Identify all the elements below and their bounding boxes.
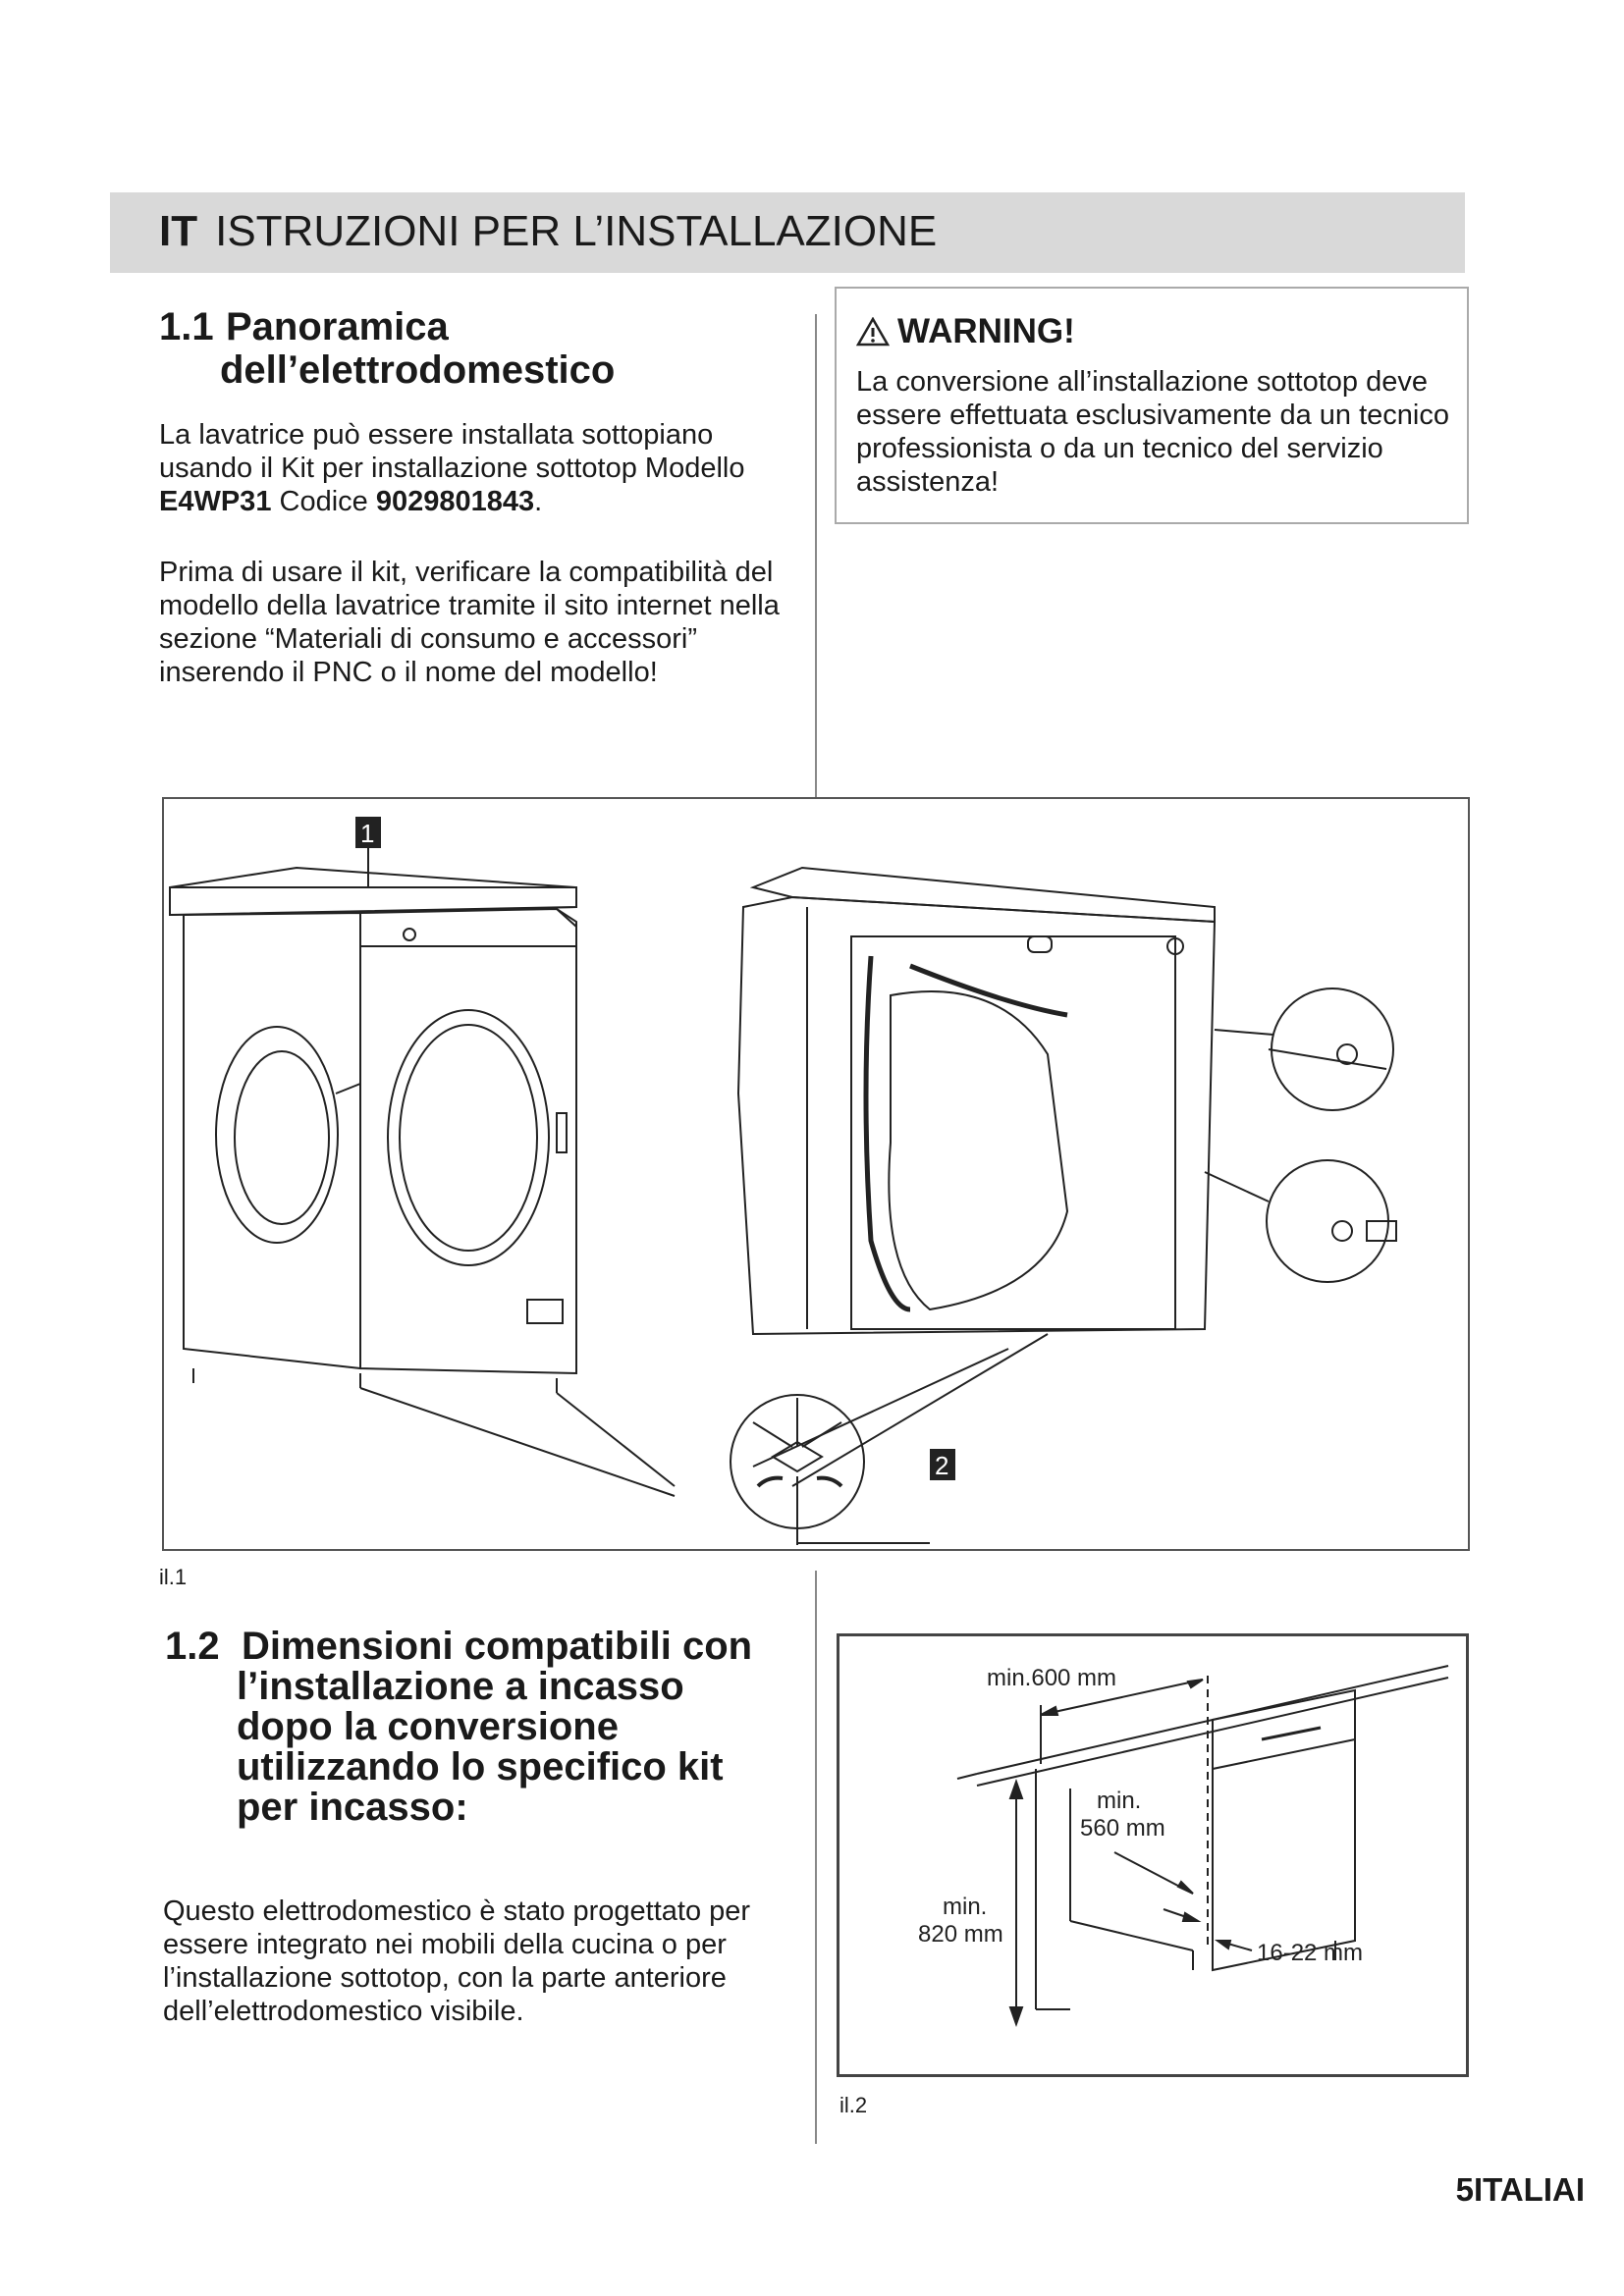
- section2-paragraph: Questo elettrodomestico è stato progettato per essere integrato nei mobili della cucina o per l’installazione sottotop, con la parte anteriore dell’elettrodomestico visibile.: [163, 1896, 751, 2027]
- figure-washing-machine-overview: [162, 797, 1470, 1551]
- gap-label: 16-22 mm: [1257, 1940, 1364, 1966]
- figure-dimensions: [837, 1633, 1469, 2077]
- figure1-caption: il.1: [159, 1565, 188, 1589]
- column-divider: [815, 1571, 817, 2144]
- section1-title-line1: Panoramica: [226, 305, 449, 348]
- height-label-line1: min.: [943, 1894, 988, 1920]
- section2-title-line1: Dimensioni compatibili con: [242, 1625, 753, 1668]
- warning-title: WARNING!: [856, 312, 1075, 351]
- section2-title-line4: utilizzando lo specifico kit: [237, 1745, 724, 1789]
- section1-title-line2: dell’elettrodomestico: [220, 348, 616, 392]
- height-label-line2: 820 mm: [918, 1921, 1003, 1948]
- page-number: 5ITALIAI: [1455, 2171, 1585, 2208]
- section1-paragraph2: Prima di usare il kit, verificare la compatibilità del modello della lavatrice tramite il sito internet nella sezione “Materiali di consumo e accessori” inserendo il PNC o il nome del modello!: [159, 557, 780, 688]
- depth-label-line1: min.: [1097, 1788, 1142, 1814]
- section2-title-line2: l’installazione a incasso: [237, 1665, 684, 1708]
- section2-title-line5: per incasso:: [237, 1786, 468, 1829]
- warning-triangle-icon: [856, 317, 890, 347]
- column-divider: [815, 314, 817, 797]
- header-title: ISTRUZIONI PER L’INSTALLAZIONE: [215, 207, 938, 255]
- callout-1-label: 1: [360, 819, 375, 848]
- figure2-caption: il.2: [839, 2093, 868, 2117]
- width-label: min.600 mm: [987, 1665, 1117, 1691]
- product-code: 9029801843: [375, 486, 535, 517]
- washing-machine-illustration: [164, 799, 1468, 1549]
- dimensions-diagram: [839, 1636, 1466, 2074]
- section2-number: 1.2: [165, 1625, 220, 1668]
- language-code: IT: [159, 207, 198, 255]
- section2-title-line3: dopo la conversione: [237, 1705, 619, 1748]
- depth-label-line2: 560 mm: [1080, 1815, 1165, 1842]
- model-number: E4WP31: [159, 486, 272, 517]
- callout-2-label: 2: [935, 1451, 949, 1480]
- warning-text: La conversione all’installazione sottotop deve essere effettuata esclusivamente da un tecnico professionista o da un tecnico del servizio assistenza!: [856, 366, 1450, 498]
- page-title: [159, 204, 937, 259]
- section1-number: 1.1: [159, 305, 214, 348]
- section1-paragraph1: La lavatrice può essere installata sottopiano usando il Kit per installazione sottotop Modello E4WP31 Codice 9029801843.: [159, 419, 745, 517]
